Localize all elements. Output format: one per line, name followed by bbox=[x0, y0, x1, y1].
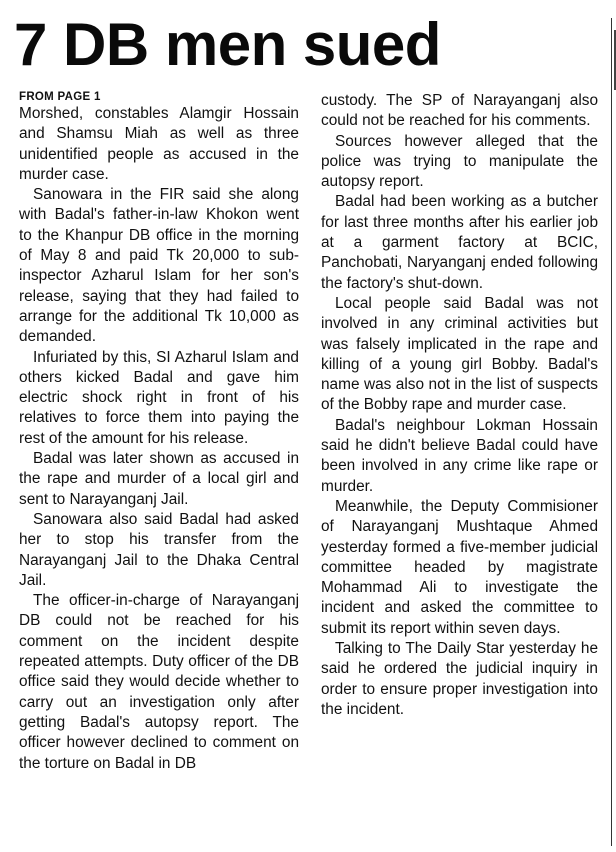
headline: 7 DB men sued bbox=[14, 11, 441, 78]
paragraph: Badal's neighbour Lokman Hossain said he didn't believe Badal could have been involved in any crime like rape or murder. bbox=[321, 416, 598, 495]
paragraph: custody. The SP of Narayanganj also could not be reached for his comments. bbox=[321, 92, 598, 130]
paragraph: Meanwhile, the Deputy Commisioner of Narayanganj Mushtaque Ahmed yesterday formed a five-member judicial committee headed by magistrate Mohammad Ali to investigate the incident and asked the committee to submit its report within seven days. bbox=[321, 497, 598, 637]
paragraph: Talking to The Daily Star yesterday he said he ordered the judicial inquiry in order to ensure proper investigation into the incident. bbox=[321, 640, 598, 718]
paragraph: Sanowara in the FIR said she along with Badal's father-in-law Khokon went to the Khanpur DB office in the morning of May 8 and paid Tk 20,000 to sub-inspector Azharul Islam for her son's release, saying that they had failed to arrange for the additional Tk 10,000 as demanded. bbox=[19, 186, 299, 346]
paragraph: Morshed, constables Alamgir Hossain and Shamsu Miah as well as three unidentified people as accused in the murder case. bbox=[19, 105, 299, 183]
kicker: FROM PAGE 1 bbox=[19, 91, 101, 103]
paragraph: Sources however alleged that the police was trying to manipulate the autopsy report. bbox=[321, 132, 598, 191]
paragraph: Infuriated by this, SI Azharul Islam and others kicked Badal and gave him electric shock right in front of his relatives to force them into paying the rest of the amount for his release. bbox=[19, 348, 299, 447]
right-column bbox=[321, 91, 598, 720]
paragraph: Sanowara also said Badal had asked her to stop his transfer from the Narayanganj Jail to the Dhaka Central Jail. bbox=[19, 510, 299, 589]
clipping-edge bbox=[611, 18, 612, 846]
paragraph: The officer-in-charge of Narayanganj DB could not be reached for his comment on the incident despite repeated attempts. Duty officer of the DB office said they would decide whether to carry out an investigation only after getting Badal's autopsy report. The officer however declined to comment on the torture on Badal in DB bbox=[19, 592, 299, 772]
paragraph: Badal was later shown as accused in the rape and murder of a local girl and sent to Narayanganj Jail. bbox=[19, 450, 299, 508]
paragraph: Local people said Badal was not involved in any criminal activities but was falsely implicated in the rape and killing of a young girl Bobby. Badal's name was also not in the list of suspects of the Bobby rape and murder case. bbox=[321, 294, 598, 414]
left-column bbox=[19, 90, 299, 774]
paragraph: Badal had been working as a butcher for last three months after his earlier job at a garment factory at BCIC, Panchobati, Naryanganj ended following the factory's shut-down. bbox=[321, 193, 598, 292]
